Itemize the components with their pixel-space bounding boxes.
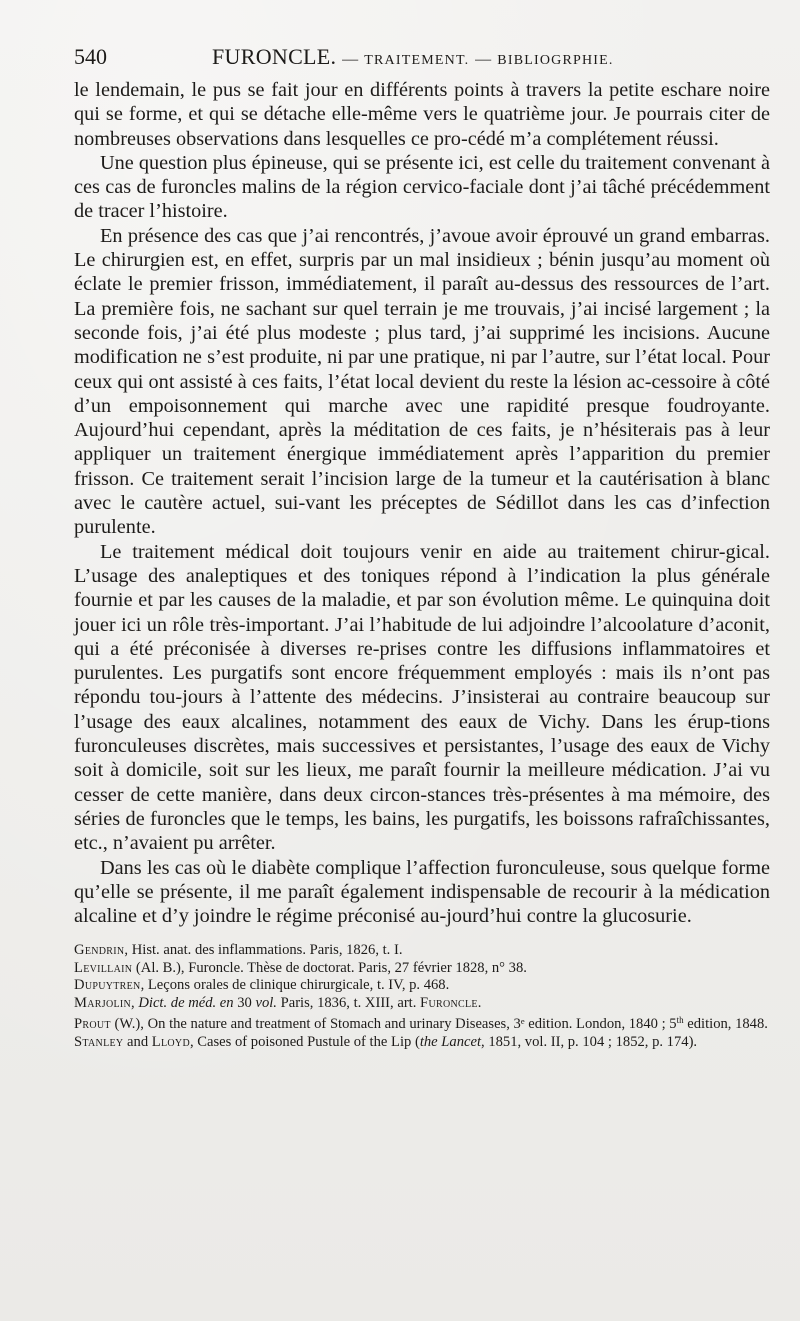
reference-author: Lloyd (151, 1033, 190, 1050)
paragraph: Le traitement médical doit toujours venir en aide au traitement chirur-gical. L’usage des analeptiques et des toniques répond à l’indication la plus générale fournie et par les causes de la maladie, et par son évolution même. Le quinquina doit jouer ici un rôle très-important. J’ai l’habitude de lui adjoindre l’alcoolature d’aconit, qui a été préconisée à diverses re-prises contre les diffusions inflammatoires et purulentes. Les purgatifs sont encore fréquemment employés : mais ils n’ont pas répondu tou-jours à l’attente des médecins. J’insisterai au contraire beaucoup sur l’usage des eaux alcalines, notamment des eaux de Vichy. Dans les érup-tions furonculeuses discrètes, mais successives et persistantes, l’usage des eaux de Vichy soit à domicile, soit sur les lieux, me paraît fournir la meilleure médication. J’ai vu cesser de cette manière, dans deux circon-stances très-présentes à ma mémoire, des séries de furoncles que le temps, les bains, les purgatifs, les boissons rafraîchissantes, etc., n’avaient pu arrêter. (74, 540, 770, 855)
bibliography-entry: Gendrin, Hist. anat. des inflammations. Paris, 1826, t. I. (74, 942, 403, 959)
bibliography (74, 942, 770, 1051)
paragraph: Une question plus épineuse, qui se présente ici, est celle du traitement convenant à ces cas de furoncles malins de la région cervico-faciale dont j’ai tâché précédemment de tracer l’histoire. (74, 151, 770, 223)
page-number: 540 (74, 44, 107, 69)
main-text (74, 78, 770, 928)
reference-author: Prout (74, 1016, 111, 1033)
running-head-section: TRAITEMENT. (364, 53, 470, 68)
running-head-subsection: BIBLIOGRPHIE. (497, 53, 614, 68)
paragraph: En présence des cas que j’ai rencontrés, j’avoue avoir éprouvé un grand embarras. Le chirurgien est, en effet, surpris par un mal insidieux ; bénin jusqu’au moment où éclate le premier frisson, immédiatement, il paraît au-dessus des ressources de l’art. La première fois, ne sachant sur quel terrain je me trouvais, j’ai incisé largement ; la seconde fois, j’ai été plus modeste ; plus tard, j’ai supprimé les incisions. Aucune modification ne s’est produite, ni par une pratique, ni par l’autre, sur l’état local. Pour ceux qui ont assisté à ces faits, l’état local devient du reste la lésion ac-cessoire à côté d’un empoisonnement qui marche avec une rapidité presque foudroyante. Aujourd’hui cependant, après la méditation de ces faits, je n’hésiterais pas à leur appliquer un traitement énergique immédiatement après l’apparition du premier frisson. Ce traitement serait l’incision large de la tumeur et la cautérisation à blanc avec le cautère actuel, sui-vant les préceptes de Sédillot dans les cas d’infection purulente. (74, 224, 770, 539)
running-head (212, 40, 614, 78)
running-head-title: FURONCLE. (212, 44, 337, 69)
reference-author: Gendrin (74, 942, 125, 959)
bibliography-entry: Dupuytren, Leçons orales de clinique chirurgicale, t. IV, p. 468. (74, 977, 450, 994)
page-header (74, 40, 770, 74)
paragraph-continuation: le lendemain, le pus se fait jour en différents points à travers la petite eschare noire qui se forme, et qui se détache elle-même vers le quatrième jour. Je pourrais citer de nombreuses observations dans lesquelles ce pro-cédé m’a complétement réussi. (74, 79, 770, 150)
reference-author: Levillain (74, 959, 133, 976)
paragraph: Dans les cas où le diabète complique l’affection furonculeuse, sous quelque forme qu’elle se présente, il me paraît également indispensable de recourir à la médication alcaline et d’y joindre le régime préconisé au-jourd’hui contre la glucosurie. (74, 856, 770, 928)
reference-author: Stanley (74, 1033, 124, 1050)
bibliography-entry: Prout (W.), On the nature and treatment of Stomach and urinary Diseases, 3ᵉ edition. London, 1840 ; 5th edition, 1848. (74, 1015, 768, 1033)
bibliography-entry: Stanley and Lloyd, Cases of poisoned Pustule of the Lip (the Lancet, 1851, vol. II, p. 104 ; 1852, p. 174). (74, 1033, 698, 1050)
running-head-dash: — (342, 51, 359, 68)
reference-author: Marjolin (74, 994, 132, 1011)
running-head-dash: — (475, 51, 492, 68)
bibliography-entry: Marjolin, Dict. de méd. en 30 vol. Paris, 1836, t. XIII, art. Furoncle. (74, 994, 482, 1011)
reference-author: Dupuytren (74, 977, 141, 994)
bibliography-entry: Levillain (Al. B.), Furoncle. Thèse de doctorat. Paris, 27 février 1828, n° 38. (74, 959, 527, 976)
